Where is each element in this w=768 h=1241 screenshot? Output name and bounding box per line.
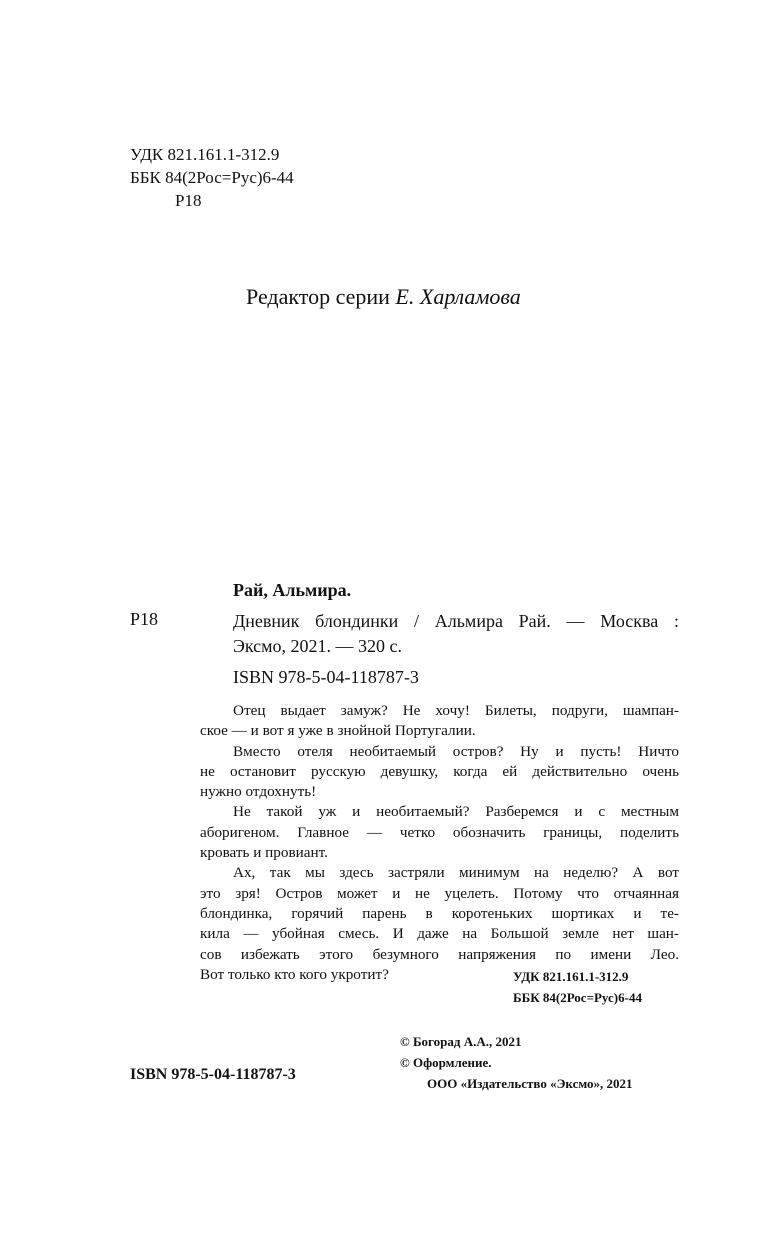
annotation-line: кила — убойная смесь. И даже на Большой земле нет шан-: [200, 925, 679, 943]
annotation-line: аборигеном. Главное — четко обозначить границы, поделить: [200, 823, 679, 841]
bibliographic-description: [233, 609, 679, 659]
copyright-block: [400, 1031, 633, 1094]
annotation-line: Не такой уж и необитаемый? Разберемся и с местным: [233, 803, 679, 821]
annotation-line: не остановит русскую девушку, когда ей действительно очень: [200, 762, 679, 780]
footer-udk: УДК 821.161.1-312.9: [513, 969, 629, 984]
annotation-line: Ах, так мы здесь застряли минимум на неделю? А вот: [233, 864, 679, 882]
series-editor-name: Е. Харламова: [395, 284, 521, 309]
copyright-author: © Богорад А.А., 2021: [400, 1034, 522, 1049]
footer-codes: [513, 966, 642, 1008]
series-editor: [246, 284, 521, 310]
series-editor-label: Редактор серии: [246, 284, 396, 309]
annotation-line: это зря! Остров может и не уцелеть. Потому что отчаянная: [200, 884, 679, 902]
annotation-line: ское — и вот я уже в знойной Португалии.: [200, 722, 476, 740]
footer-isbn: ISBN 978-5-04-118787-3: [130, 1066, 296, 1083]
copyright-design: © Оформление.: [400, 1055, 492, 1070]
classification-codes: [130, 143, 294, 212]
title-line-1: Дневник блондинки / Альмира Рай. — Москва :: [233, 611, 679, 631]
annotation: [200, 701, 679, 985]
copyright-publisher: ООО «Издательство «Эксмо», 2021: [427, 1076, 633, 1091]
annotation-line: нужно отдохнуть!: [200, 783, 317, 801]
record-mark: Р18: [130, 609, 159, 629]
udk-code: УДК 821.161.1-312.9: [130, 145, 280, 164]
annotation-line: Вместо отеля необитаемый остров? Ну и пусть! Ничто: [233, 742, 679, 760]
annotation-line: Вот только кто кого укротит?: [200, 965, 389, 983]
footer-bbk: ББК 84(2Рос=Рус)6-44: [513, 990, 642, 1005]
author-mark: Р18: [175, 191, 202, 210]
record-author: Рай, Альмира.: [233, 580, 352, 600]
record-isbn: ISBN 978-5-04-118787-3: [233, 667, 419, 687]
title-line-2: Эксмо, 2021. — 320 с.: [233, 636, 403, 656]
bbk-code: ББК 84(2Рос=Рус)6-44: [130, 168, 294, 187]
annotation-line: Отец выдает замуж? Не хочу! Билеты, подруги, шампан-: [233, 702, 679, 719]
annotation-line: кровать и провиант.: [200, 844, 328, 862]
annotation-line: сов избежать этого безумного напряжения по имени Лео.: [200, 945, 679, 963]
annotation-line: блондинка, горячий парень в коротеньких шортиках и те-: [200, 904, 679, 922]
